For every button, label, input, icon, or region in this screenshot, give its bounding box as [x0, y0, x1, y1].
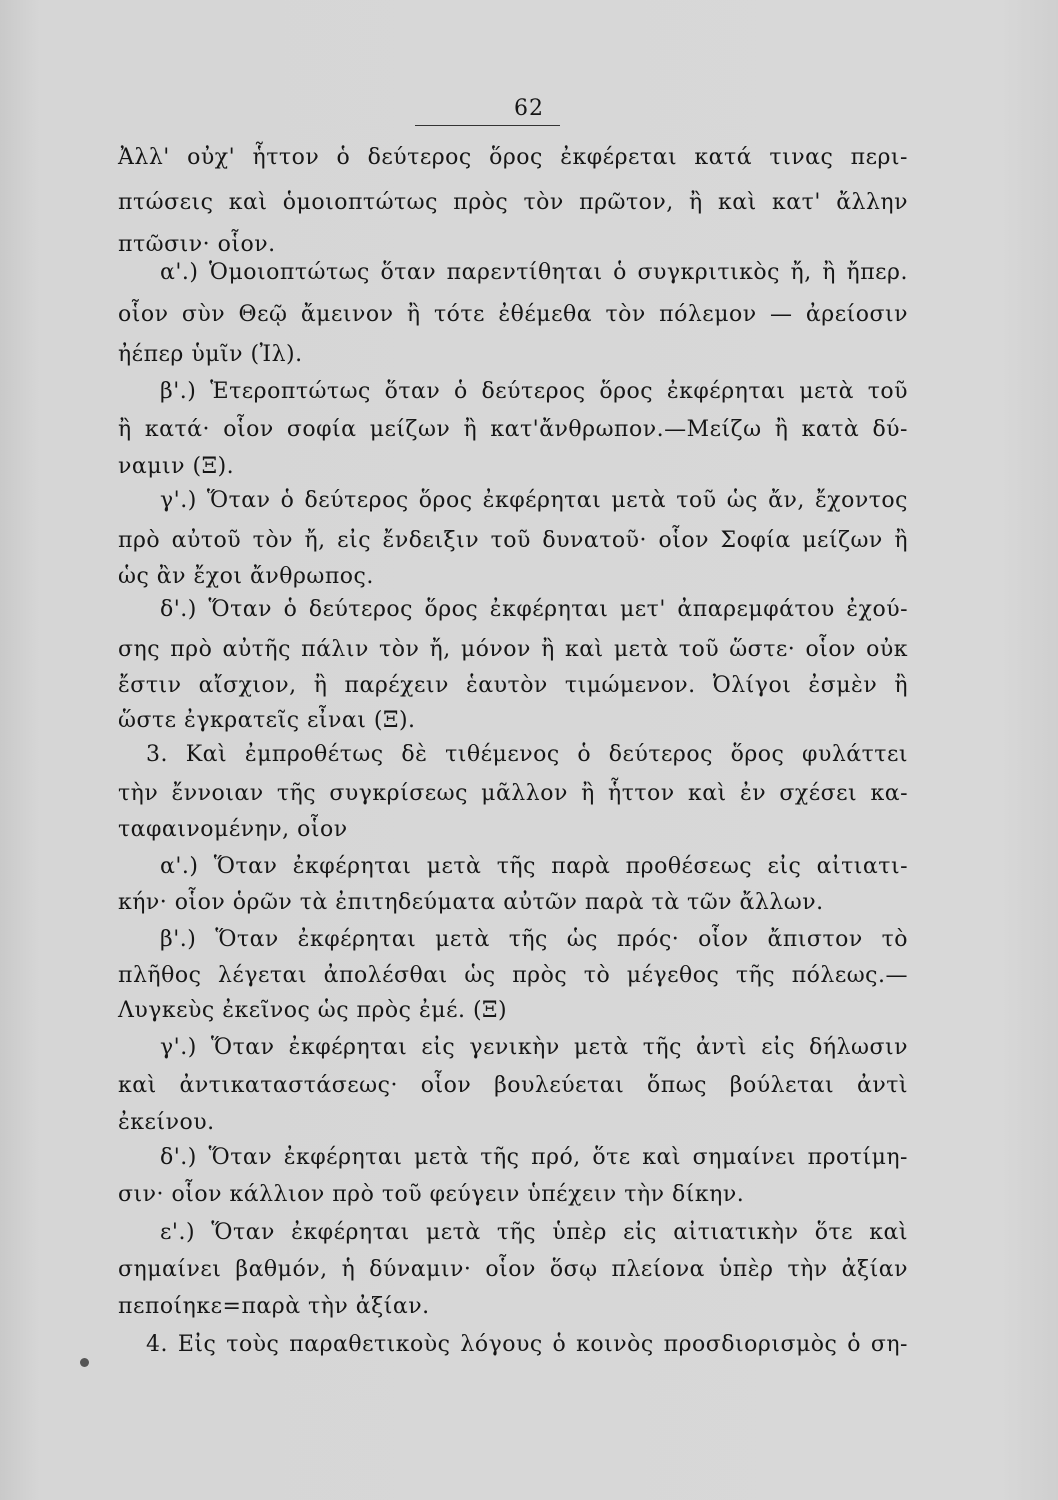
text-line: σιν· οἷον κάλλιον πρὸ τοῦ φεύγειν ὑπέχειν τὴν δίκην. [118, 1182, 745, 1207]
text-line: ταφαινομένην, οἷον [118, 817, 348, 842]
text-line: α'.) Ὁμοιοπτώτως ὅταν παρεντίθηται ὁ συγκριτικὸς ἤ, ἢ ἤπερ. [160, 260, 908, 285]
text-line: Ἀλλ' οὐχ' ἧττον ὁ δεύτερος ὅρος ἐκφέρεται κατά τινας περι- [118, 145, 908, 170]
text-line: ἔστιν αἴσχιον, ἢ παρέχειν ἑαυτὸν τιμώμενον. Ὀλίγοι ἐσμὲν ἢ [118, 673, 908, 698]
text-line: ε'.) Ὅταν ἐκφέρηται μετὰ τῆς ὑπὲρ εἰς αἰτιατικὴν ὅτε καὶ [160, 1220, 908, 1245]
text-line: ναμιν (Ξ). [118, 454, 235, 479]
text-line: σημαίνει βαθμόν, ἡ δύναμιν· οἷον ὅσῳ πλείονα ὑπὲρ τὴν ἀξίαν [118, 1257, 908, 1282]
text-line: Λυγκεὺς ἐκεῖνος ὡς πρὸς ἐμέ. (Ξ) [118, 998, 508, 1023]
text-line: πτώσεις καὶ ὁμοιοπτώτως πρὸς τὸν πρῶτον, ἢ καὶ κατ' ἄλλην [118, 190, 908, 215]
text-line: πλῆθος λέγεται ἀπολέσθαι ὡς πρὸς τὸ μέγεθος τῆς πόλεως.— [118, 963, 908, 988]
text-line: δ'.) Ὅταν ἐκφέρηται μετὰ τῆς πρό, ὅτε καὶ σημαίνει προτίμη- [160, 1145, 908, 1170]
text-line: πεποίηκε=παρὰ τὴν ἀξίαν. [118, 1294, 430, 1319]
text-line: β'.) Ἑτεροπτώτως ὅταν ὁ δεύτερος ὅρος ἐκφέρηται μετὰ τοῦ [160, 379, 908, 404]
text-line: δ'.) Ὅταν ὁ δεύτερος ὅρος ἐκφέρηται μετ' ἀπαρεμφάτου ἐχού- [160, 597, 908, 622]
text-line: τὴν ἔννοιαν τῆς συγκρίσεως μᾶλλον ἢ ἧττον καὶ ἐν σχέσει κα- [118, 781, 908, 806]
text-line: ἠέπερ ὑμῖν (Ἰλ). [118, 342, 303, 367]
header-rule [415, 125, 560, 126]
text-line: κήν· οἷον ὁρῶν τὰ ἐπιτηδεύματα αὐτῶν παρὰ τὰ τῶν ἄλλων. [118, 890, 824, 915]
text-line: ἐκείνου. [118, 1110, 215, 1135]
text-line: γ'.) Ὅταν ἐκφέρηται εἰς γενικὴν μετὰ τῆς ἀντὶ εἰς δήλωσιν [160, 1035, 908, 1060]
text-line: πτῶσιν· οἷον. [118, 232, 276, 257]
text-line: 4. Εἰς τοὺς παραθετικοὺς λόγους ὁ κοινὸς προσδιορισμὸς ὁ ση- [146, 1332, 908, 1357]
text-line: ὥστε ἐγκρατεῖς εἶναι (Ξ). [118, 708, 416, 733]
text-line: α'.) Ὅταν ἐκφέρηται μετὰ τῆς παρὰ προθέσεως εἰς αἰτιατι- [160, 854, 908, 879]
text-line: σης πρὸ αὐτῆς πάλιν τὸν ἤ, μόνον ἢ καὶ μετὰ τοῦ ὥστε· οἷον οὐκ [118, 637, 908, 662]
text-line: οἷον σὺν Θεῷ ἄμεινον ἢ τότε ἐθέμεθα τὸν πόλεμον — ἀρείοσιν [118, 302, 908, 327]
text-line: β'.) Ὅταν ἐκφέρηται μετὰ τῆς ὡς πρός· οἷον ἄπιστον τὸ [160, 927, 908, 952]
ink-blot [80, 1358, 89, 1367]
page-number: 62 [514, 96, 544, 121]
text-line: πρὸ αὐτοῦ τὸν ἤ, εἰς ἔνδειξιν τοῦ δυνατοῦ· οἷον Σοφία μείζων ἢ [118, 528, 908, 553]
text-line: καὶ ἀντικαταστάσεως· οἷον βουλεύεται ὅπως βούλεται ἀντὶ [118, 1073, 908, 1098]
text-line: ἢ κατά· οἷον σοφία μείζων ἢ κατ'ἄνθρωπον.—Μείζω ἢ κατὰ δύ- [118, 417, 908, 442]
text-line: ὡς ἂν ἔχοι ἄνθρωπος. [118, 564, 374, 589]
text-line: γ'.) Ὅταν ὁ δεύτερος ὅρος ἐκφέρηται μετὰ τοῦ ὡς ἄν, ἔχοντος [160, 488, 908, 513]
text-line: 3. Καὶ ἐμπροθέτως δὲ τιθέμενος ὁ δεύτερος ὅρος φυλάττει [146, 742, 908, 767]
